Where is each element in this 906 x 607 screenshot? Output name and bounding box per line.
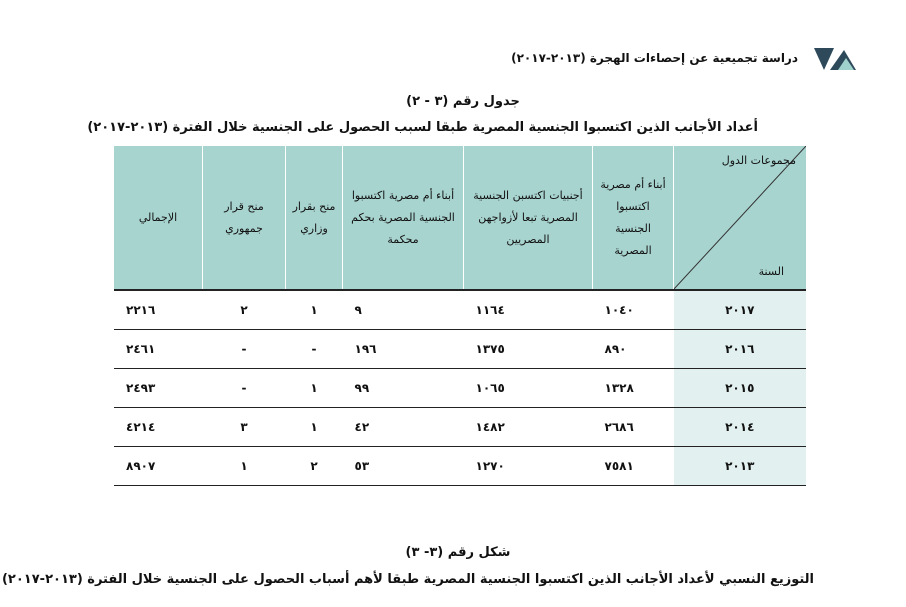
year-cell: ٢٠١٤ [674, 408, 807, 447]
table-row [114, 408, 806, 447]
year-cell: ٢٠١٧ [674, 290, 807, 330]
cell-c5: ١ [203, 447, 286, 486]
cell-total: ٨٩٠٧ [114, 447, 203, 486]
col-header-1: أبناء أم مصرية اكتسبوا الجنسية المصرية [593, 146, 674, 290]
col-header-total: الإجمالي [114, 146, 203, 290]
table-row [114, 447, 806, 486]
year-cell: ٢٠١٣ [674, 447, 807, 486]
cell-c2: ١٢٧٠ [464, 447, 593, 486]
cell-c3: ٤٢ [343, 408, 464, 447]
figure-label: شكل رقم (٣- ٣) [405, 545, 511, 560]
cell-c5: ٣ [203, 408, 286, 447]
corner-bottom-label: السنة [758, 265, 784, 278]
table-title: أعداد الأجانب الذين اكتسبوا الجنسية المصرية طبقا لسبب الحصول على الجنسية خلال الفترة (٢٠١٣-٢٠١٧) [87, 120, 758, 135]
cell-c2: ١٠٦٥ [464, 369, 593, 408]
cell-c2: ١١٦٤ [464, 290, 593, 330]
cell-c4: ١ [286, 369, 343, 408]
cell-total: ٤٢١٤ [114, 408, 203, 447]
table-row [114, 369, 806, 408]
data-table [114, 146, 806, 486]
cell-c4: ١ [286, 290, 343, 330]
cell-c3: ٩ [343, 290, 464, 330]
cell-c1: ٧٥٨١ [593, 447, 674, 486]
header-title: دراسة تجميعية عن إحصاءات الهجرة (٢٠١٣-٢٠١٧) [511, 51, 798, 65]
table-row [114, 290, 806, 330]
table-header-row [114, 146, 806, 290]
cell-c4: ٢ [286, 447, 343, 486]
year-cell: ٢٠١٦ [674, 330, 807, 369]
cell-c3: ١٩٦ [343, 330, 464, 369]
cell-c3: ٩٩ [343, 369, 464, 408]
cell-c4: - [286, 330, 343, 369]
cell-c2: ١٤٨٢ [464, 408, 593, 447]
cell-c5: ٢ [203, 290, 286, 330]
cell-c1: ٢٦٨٦ [593, 408, 674, 447]
col-header-4: منح بقرار وزاري [286, 146, 343, 290]
cell-c3: ٥٣ [343, 447, 464, 486]
year-cell: ٢٠١٥ [674, 369, 807, 408]
triangles-logo-icon [810, 44, 860, 74]
cell-c4: ١ [286, 408, 343, 447]
cell-c5: - [203, 369, 286, 408]
corner-top-label: مجموعات الدول [721, 154, 796, 167]
cell-c1: ١٣٢٨ [593, 369, 674, 408]
cell-c1: ٨٩٠ [593, 330, 674, 369]
cell-c2: ١٣٧٥ [464, 330, 593, 369]
col-header-3: أبناء أم مصرية اكتسبوا الجنسية المصرية بحكم محكمة [343, 146, 464, 290]
table-row [114, 330, 806, 369]
corner-header-cell [674, 146, 807, 290]
cell-total: ٢٤٦١ [114, 330, 203, 369]
page-header [511, 44, 860, 74]
cell-total: ٢٢١٦ [114, 290, 203, 330]
figure-title: التوزيع النسبي لأعداد الأجانب الذين اكتسبوا الجنسية المصرية طبقا لأهم أسباب الحصول على الجنسية خلال الفترة (٢٠١٣-٢٠١٧) [1, 572, 814, 587]
table-label: جدول رقم (٣ - ٢) [406, 94, 520, 109]
col-header-2: أجنبيات اكتسبن الجنسية المصرية تبعا لأزواجهن المصريين [464, 146, 593, 290]
cell-c5: - [203, 330, 286, 369]
col-header-5: منح قرار جمهوري [203, 146, 286, 290]
cell-c1: ١٠٤٠ [593, 290, 674, 330]
cell-total: ٢٤٩٣ [114, 369, 203, 408]
